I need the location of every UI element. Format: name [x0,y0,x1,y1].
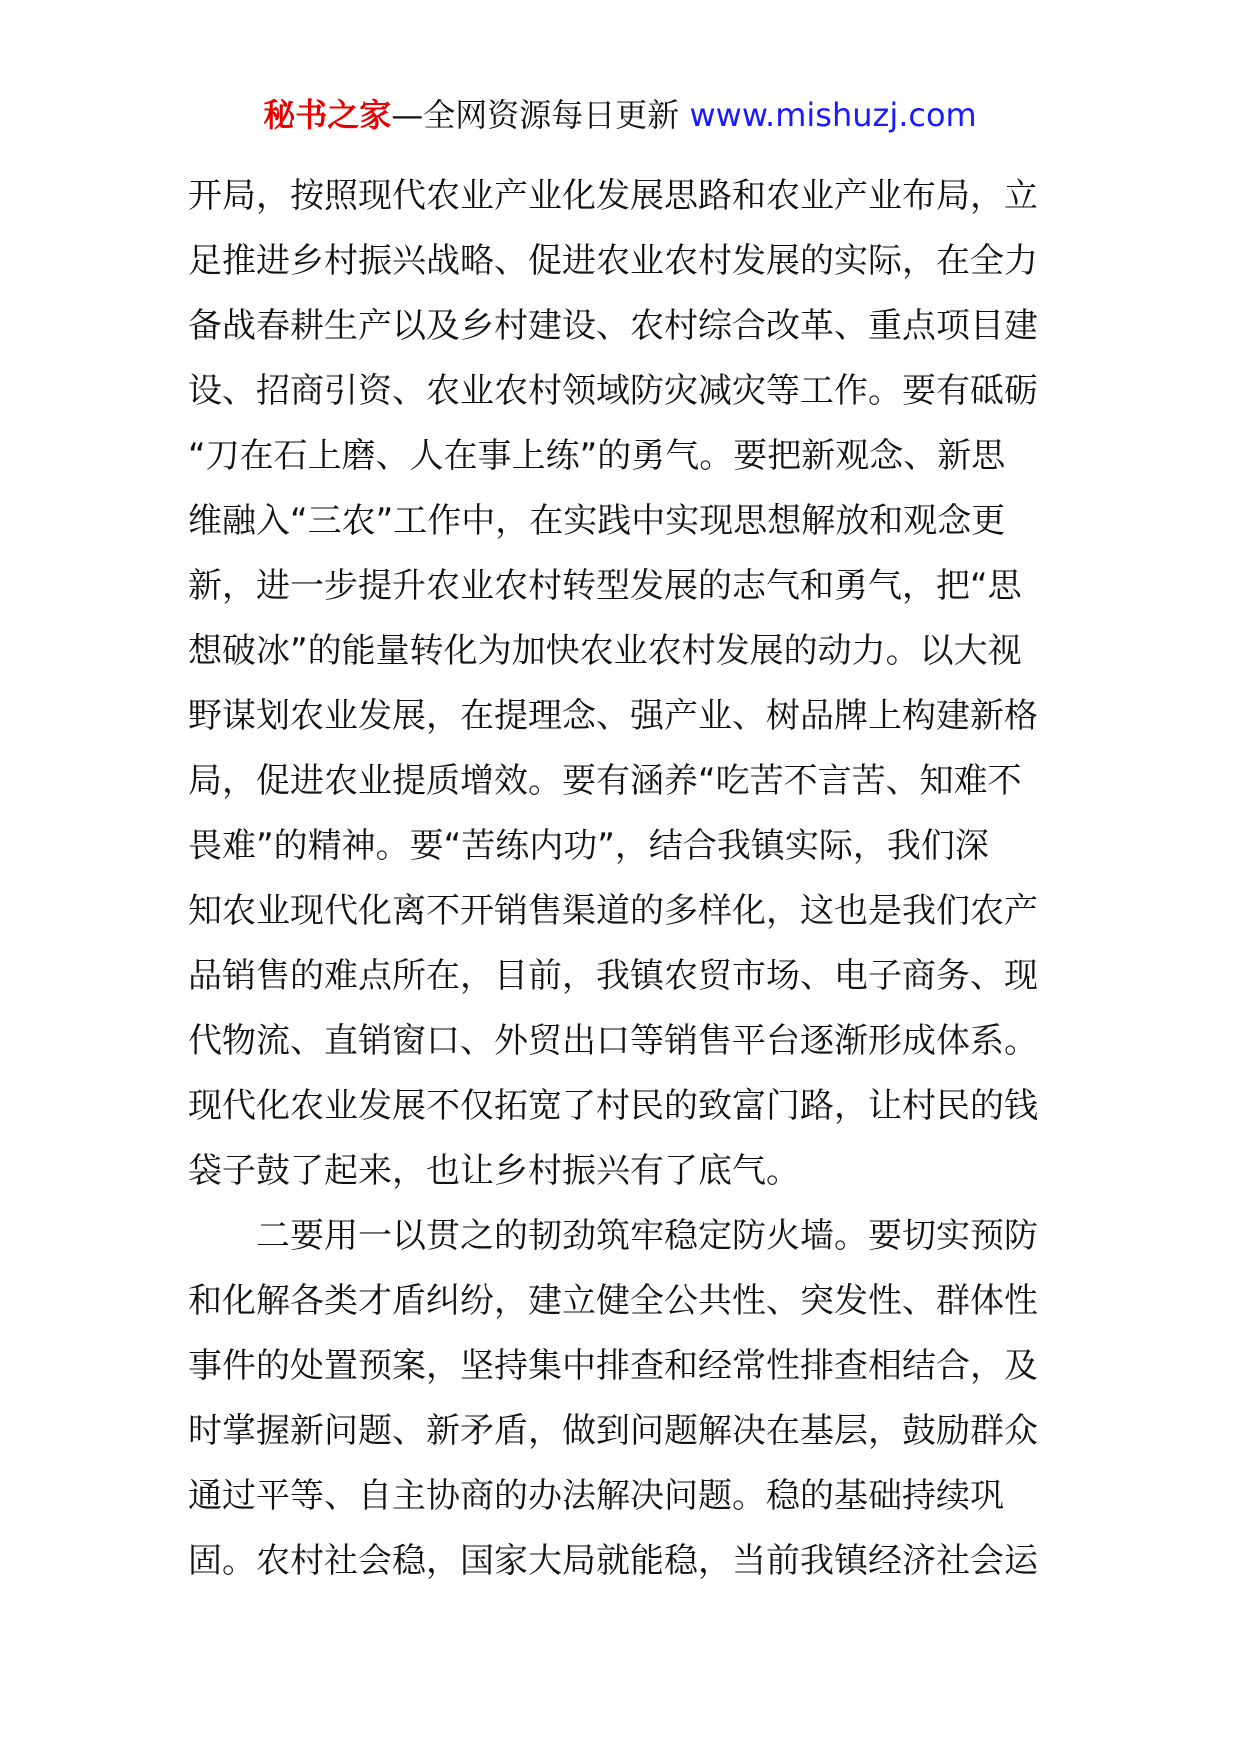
text-line: 新，进一步提升农业农村转型发展的志气和勇气，把“思 [188,566,1022,606]
site-brand: 秘书之家 [263,96,392,134]
site-header [0,92,1240,138]
text-line: 事件的处置预案，坚持集中排查和经常性排查相结合，及 [188,1346,1038,1386]
text-line: 开局，按照现代农业产业化发展思路和农业产业布局，立 [188,176,1038,216]
document-body [188,164,1068,1594]
text-line: 野谋划农业发展，在提理念、强产业、树品牌上构建新格 [188,696,1038,736]
text-line: 备战春耕生产以及乡村建设、农村综合改革、重点项目建 [188,306,1038,346]
text-line: 足推进乡村振兴战略、促进农业农村发展的实际，在全力 [188,241,1038,281]
text-line: 通过平等、自主协商的办法解决问题。稳的基础持续巩 [188,1476,1004,1516]
paragraph-start-line: 二要用一以贯之的韧劲筑牢稳定防火墙。要切实预防 [256,1216,1038,1256]
text-line: 局，促进农业提质增效。要有涵养“吃苦不言苦、知难不 [188,761,1022,801]
text-line: 设、招商引资、农业农村领域防灾减灾等工作。要有砥砺 [188,371,1038,411]
text-line: 和化解各类才盾纠纷，建立健全公共性、突发性、群体性 [188,1281,1038,1321]
site-url[interactable]: www.mishuzj.com [689,96,977,134]
text-line: 现代化农业发展不仅拓宽了村民的致富门路，让村民的钱 [188,1086,1038,1126]
text-line: 知农业现代化离不开销售渠道的多样化，这也是我们农产 [188,891,1038,931]
text-line: 固。农村社会稳，国家大局就能稳，当前我镇经济社会运 [188,1541,1038,1581]
text-line: “刀在石上磨、人在事上练”的勇气。要把新观念、新思 [188,436,1006,476]
text-line: 时掌握新问题、新矛盾，做到问题解决在基层，鼓励群众 [188,1411,1038,1451]
text-line: 想破冰”的能量转化为加快农业农村发展的动力。以大视 [188,631,1022,671]
text-line: 畏难”的精神。要“苦练内功”，结合我镇实际，我们深 [188,826,989,866]
text-line: 袋子鼓了起来，也让乡村振兴有了底气。 [188,1151,800,1191]
text-line: 维融入“三农”工作中，在实践中实现思想解放和观念更 [188,501,1006,541]
site-tagline: —全网资源每日更新 [391,96,690,134]
text-line: 代物流、直销窗口、外贸出口等销售平台逐渐形成体系。 [188,1021,1038,1061]
text-line: 品销售的难点所在，目前，我镇农贸市场、电子商务、现 [188,956,1038,996]
